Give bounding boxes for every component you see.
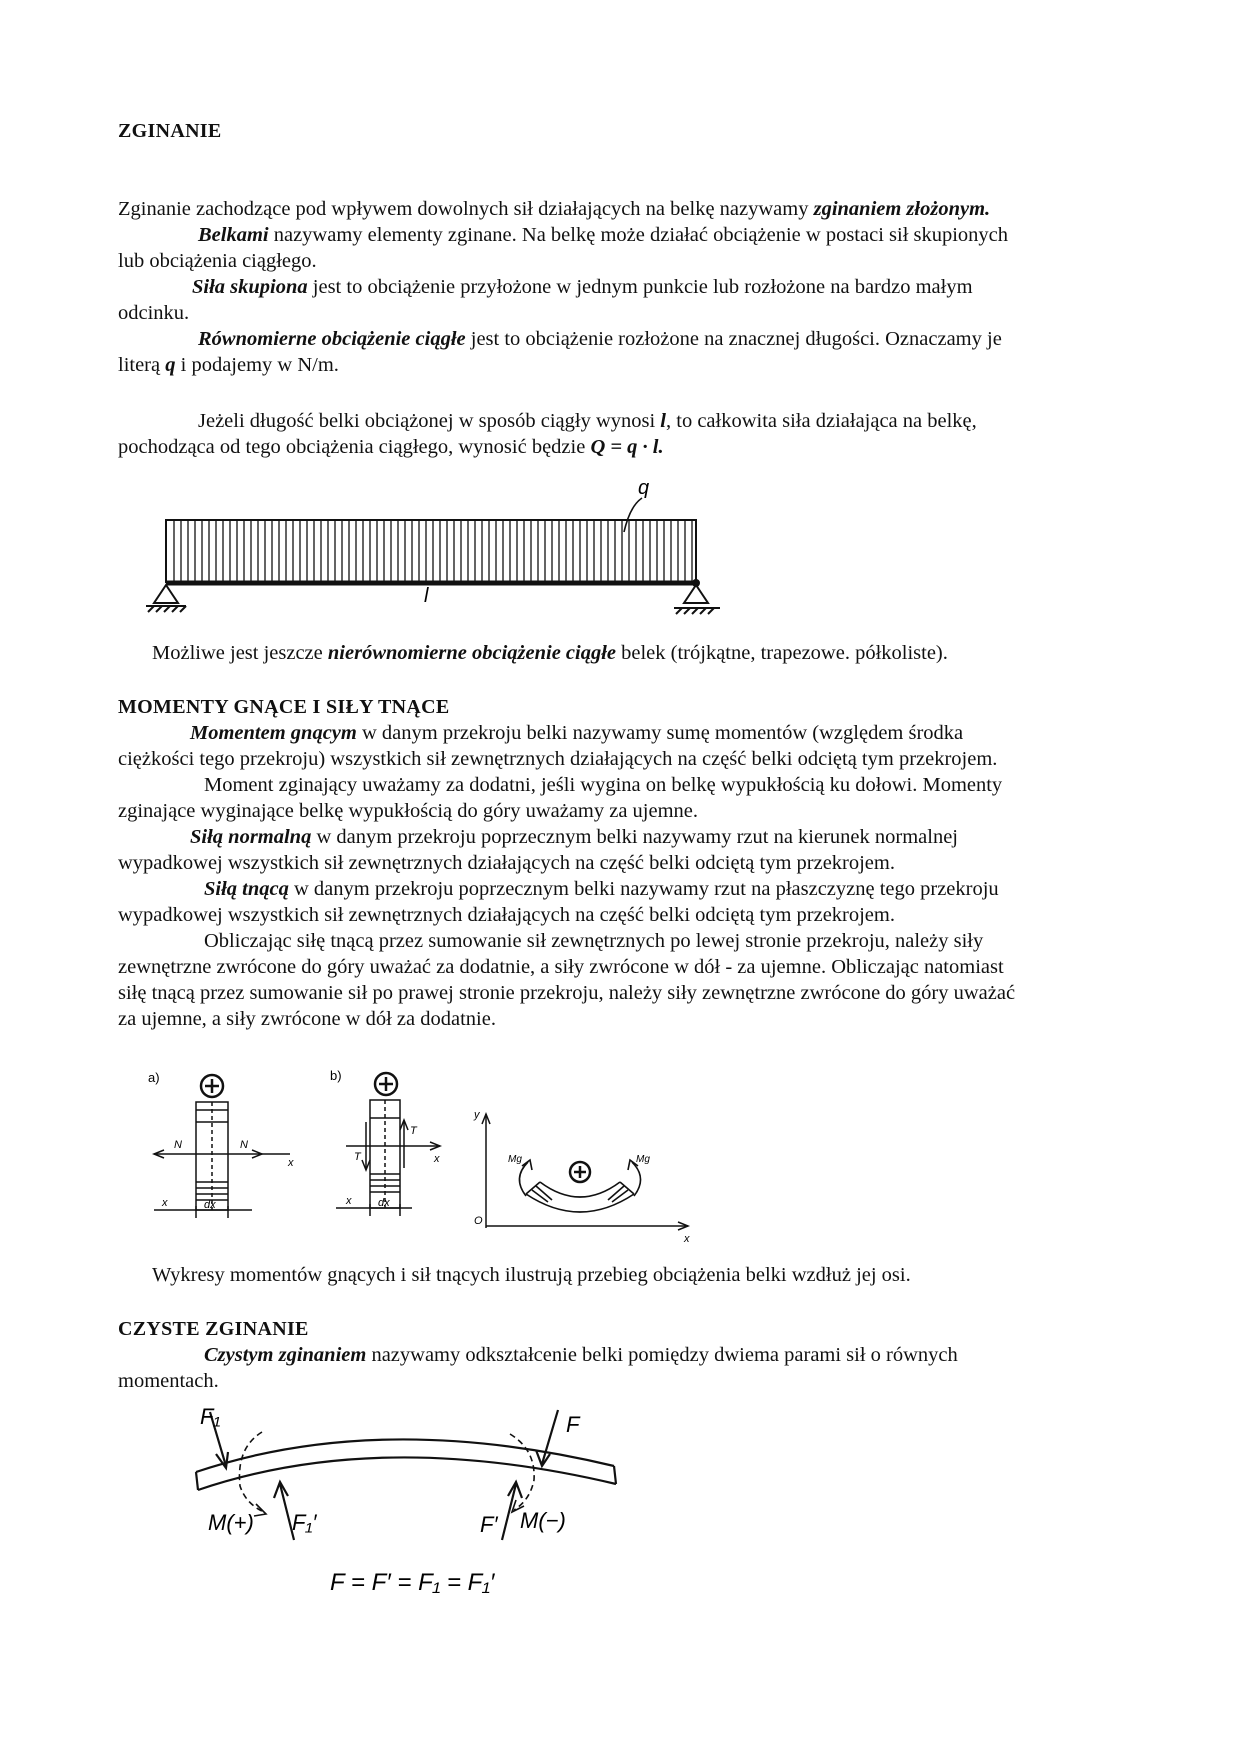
plus-circle-a (201, 1075, 223, 1097)
label-b: b) (330, 1068, 342, 1083)
label-y-c: y (474, 1109, 480, 1121)
label-F1: F₁ (200, 1404, 221, 1429)
paragraph-czyste-line2: momentach. (118, 1370, 219, 1392)
paragraph-nierownomierne: Możliwe jest jeszcze nierównomierne obciążenie ciągłe belek (trójkątne, trapezowe. półkoliste). (152, 642, 948, 664)
paragraph-sila-tnaca-line2: wypadkowej wszystkich sił zewnętrznych działających na część belki odciętą tym przekrojem. (118, 904, 895, 926)
equation-forces: F = F′ = F₁ = F₁′ (330, 1569, 495, 1596)
term-rownomierne-obciazenie: Równomierne obciążenie ciągłe (198, 328, 466, 350)
term-sila-tnaca: Siłą tnącą (204, 878, 289, 900)
label-F: F (566, 1412, 580, 1437)
label-T-left-b: T (354, 1151, 361, 1163)
label-a: a) (148, 1070, 160, 1085)
symbol-q: q (165, 354, 176, 376)
paragraph-czyste-line1: Czystym zginaniem nazywamy odkształcenie belki pomiędzy dwiema parami sił o równych (204, 1344, 958, 1366)
paragraph-obliczanie-line4: za ujemne, a siły zwrócone w dół za dodatnie. (118, 1008, 496, 1030)
term-nierownomierne: nierównomierne obciążenie ciągłe (327, 642, 617, 664)
paragraph-rownomierne-line1: Równomierne obciążenie ciągłe jest to obciążenie rozłożone na znacznej długości. Oznaczamy je (198, 328, 1002, 350)
label-Mg-right: Mg (636, 1154, 650, 1165)
figure-uniform-load-beam (130, 470, 730, 630)
paragraph-sila-tnaca-line1: Siłą tnącą w danym przekroju poprzecznym belki nazywamy rzut na płaszczyznę tego przekroju (204, 878, 999, 900)
label-dx-b: dx (378, 1197, 390, 1209)
term-sila-normalna: Siłą normalną (190, 826, 312, 848)
label-N-left-a: N (174, 1139, 182, 1151)
label-M-plus: M(+) (208, 1510, 254, 1535)
plus-circle-c (570, 1162, 590, 1182)
term-sila-skupiona: Siła skupiona (192, 276, 308, 298)
label-F-prime: F′ (480, 1512, 498, 1537)
paragraph-wykresy: Wykresy momentów gnących i sił tnących ilustrują przebieg obciążenia belki wzdłuż jej osi. (152, 1264, 911, 1286)
axis-x-a (154, 1150, 290, 1218)
figure-pure-bending (180, 1400, 660, 1620)
paragraph-obliczanie-line2: zewnętrzne zwrócone do góry uważać za dodatnie, a siły zwrócone w dół - za ujemne. Obliczając natomiast (118, 956, 1004, 978)
paragraph-sila-skupiona-line1: Siła skupiona jest to obciążenie przyłożone w jednym punkcie lub rozłożone na bardzo małym (192, 276, 973, 298)
paragraph-znak-momentu-line1: Moment zginający uważamy za dodatni, jeśli wygina on belkę wypukłością ku dołowi. Momenty (204, 774, 1003, 796)
label-Mg-left: Mg (508, 1154, 522, 1165)
label-T-right-b: T (410, 1125, 417, 1137)
force-F-down (536, 1410, 558, 1466)
element-b (362, 1100, 408, 1208)
term-moment-gnacy: Momentem gnącym (190, 722, 357, 744)
left-support (146, 585, 186, 612)
heading-momenty-gnace: MOMENTY GNĄCE I SIŁY TNĄCE (118, 696, 450, 718)
label-x-a: x (288, 1157, 294, 1169)
curved-element (526, 1182, 634, 1212)
label-dx-a: dx (204, 1199, 216, 1211)
load-rectangle (166, 520, 696, 582)
l-label: l (424, 585, 429, 607)
q-leader-line (624, 498, 642, 532)
heading-czyste-zginanie: CZYSTE ZGINANIE (118, 1318, 309, 1340)
paragraph-sila-skupiona-line2: odcinku. (118, 302, 190, 324)
q-label: q (638, 477, 650, 499)
force-F1-prime-up (274, 1482, 294, 1540)
paragraph-sila-normalna-line1: Siłą normalną w danym przekroju poprzecznym belki nazywamy rzut na kierunek normalnej (190, 826, 958, 848)
paragraph-obliczanie-line1: Obliczając siłę tnącą przez sumowanie sił zewnętrznych po lewej stronie przekroju, należy siły (204, 930, 984, 952)
paragraph-dlugosc-line1: Jeżeli długość belki obciążonej w sposób ciągły wynosi l, to całkowita siła działająca na belkę, (198, 410, 977, 432)
label-x-b: x (434, 1153, 440, 1165)
paragraph-moment-gnacy-line1: Momentem gnącym w danym przekroju belki nazywamy sumę momentów (względem środka (190, 722, 964, 744)
symbol-l: l (660, 410, 666, 432)
label-N-right-a: N (240, 1139, 248, 1151)
paragraph-obliczanie-line3: siłę tnącą przez sumowanie sił po prawej stronie przekroju, należy siły zewnętrzne zwrócone do góry uważać (118, 982, 1016, 1004)
bent-beam (196, 1439, 616, 1490)
term-zginanie-zlozone: zginaniem złożonym. (813, 198, 991, 220)
paragraph-belki-line1: Belkami nazywamy elementy zginane. Na belkę może działać obciążenie w postaci sił skupionych (198, 224, 1009, 246)
label-x-bottom-a: x (162, 1197, 168, 1209)
paragraph-sila-normalna-line2: wypadkowej wszystkich sił zewnętrznych działających na część belki odciętą tym przekrojem. (118, 852, 895, 874)
plus-circle-b (375, 1073, 397, 1095)
element-a (196, 1102, 228, 1210)
formula-q-equals-ql: Q = q · l. (590, 436, 664, 458)
paragraph-moment-gnacy-line2: ciężkości tego przekroju) wszystkich sił zewnętrznych działających na część belki odciętą tym przekrojem. (118, 748, 998, 770)
paragraph-znak-momentu-line2: zginające wyginające belkę wypukłością do góry uważamy za ujemne. (118, 800, 699, 822)
label-M-minus: M(−) (520, 1508, 566, 1533)
term-czyste-zginanie: Czystym zginaniem (204, 1344, 367, 1366)
label-x-bottom-b: x (346, 1195, 352, 1207)
label-x-c: x (684, 1233, 690, 1245)
load-hatching (174, 520, 692, 582)
paragraph-rownomierne-line2: literą q i podajemy w N/m. (118, 354, 339, 376)
heading-zginanie: ZGINANIE (118, 120, 222, 142)
paragraph-dlugosc-line2: pochodząca od tego obciążenia ciągłego, wynosić będzie Q = q · l. (118, 436, 664, 458)
paragraph-belki-line2: lub obciążenia ciągłego. (118, 250, 317, 272)
figure-sign-conventions (140, 1062, 700, 1252)
label-F1-prime: F₁′ (292, 1510, 317, 1535)
term-belkami: Belkami (198, 224, 269, 246)
paragraph-zginanie-zlozone: Zginanie zachodzące pod wpływem dowolnych sił działających na belkę nazywamy zginaniem złożonym. (118, 198, 991, 220)
label-O-c: O (474, 1215, 483, 1227)
